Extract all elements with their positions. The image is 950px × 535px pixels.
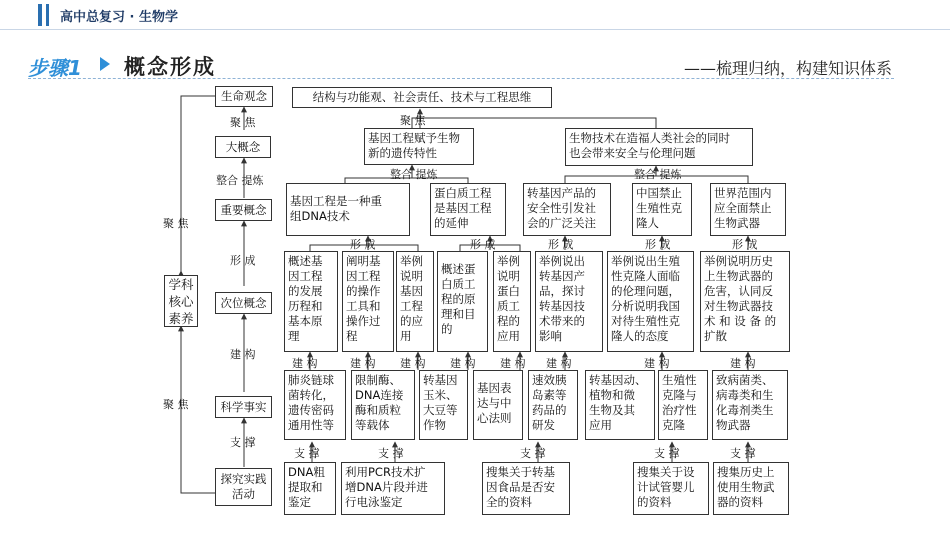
important-concept-5: 世界范围内 应全面禁止 生物武器 bbox=[710, 183, 786, 236]
label-form-1: 形 成 bbox=[350, 238, 376, 251]
label-construct-6: 建 构 bbox=[546, 357, 572, 370]
label-construct-4: 建 构 bbox=[450, 357, 476, 370]
fact-2: 限制酶、 DNA连接 酶和质粒 等载体 bbox=[351, 370, 415, 440]
label-focus-upper: 聚 焦 bbox=[163, 217, 189, 230]
label-support-4: 支 撑 bbox=[654, 447, 680, 460]
label-focus-top: 聚 焦 bbox=[400, 114, 426, 127]
label-integrate-2: 整合 提炼 bbox=[634, 168, 682, 181]
fact-3: 转基因 玉米、 大豆等 作物 bbox=[419, 370, 468, 440]
label-form-4: 形 成 bbox=[645, 238, 671, 251]
label-construct-8: 建 构 bbox=[730, 357, 756, 370]
label-support-2: 支 撑 bbox=[378, 447, 404, 460]
life-concept-content: 结构与功能观、社会责任、技术与工程思维 bbox=[292, 87, 552, 108]
big-concept-2: 生物技术在造福人类社会的同时 也会带来安全与伦理问题 bbox=[565, 128, 753, 166]
activity-1: DNA粗 提取和 鉴定 bbox=[284, 462, 336, 515]
activity-5: 搜集历史上 使用生物武 器的资料 bbox=[713, 462, 789, 515]
label-focus: 聚 焦 bbox=[230, 116, 256, 129]
secondary-concept-6: 举例说出 转基因产 品，探讨 转基因技 术带来的 影响 bbox=[535, 251, 603, 352]
section-title: 概念形成 bbox=[124, 55, 216, 79]
fact-7: 生殖性 克隆与 治疗性 克隆 bbox=[658, 370, 708, 440]
fact-4: 基因表 达与中 心法则 bbox=[473, 370, 523, 440]
big-concept-1: 基因工程赋予生物 新的遗传特性 bbox=[364, 128, 474, 165]
important-concept-2: 蛋白质工程 是基因工程 的延伸 bbox=[430, 183, 506, 236]
level-life-concept: 生命观念 bbox=[215, 86, 273, 107]
core-literacy: 学科 核心 素养 bbox=[164, 275, 198, 327]
header-title: 高中总复习 · 生物学 bbox=[60, 10, 178, 25]
label-construct-7: 建 构 bbox=[644, 357, 670, 370]
label-integrate: 整合 提炼 bbox=[216, 174, 264, 187]
label-support-3: 支 撑 bbox=[520, 447, 546, 460]
fact-5: 速效胰 岛素等 药品的 研发 bbox=[528, 370, 578, 440]
label-construct-5: 建 构 bbox=[500, 357, 526, 370]
label-focus-lower: 聚 焦 bbox=[163, 398, 189, 411]
fact-6: 转基因动、 植物和微 生物及其 应用 bbox=[585, 370, 655, 440]
label-construct-1: 建 构 bbox=[292, 357, 318, 370]
secondary-concept-5: 举例 说明 蛋白 质工 程的 应用 bbox=[493, 251, 531, 352]
label-form-5: 形 成 bbox=[732, 238, 758, 251]
important-concept-3: 转基因产品的 安全性引发社 会的广泛关注 bbox=[523, 183, 611, 236]
fact-1: 肺炎链球 菌转化， 遗传密码 通用性等 bbox=[284, 370, 346, 440]
label-construct: 建 构 bbox=[230, 348, 256, 361]
secondary-concept-4: 概述蛋 白质工 程的原 理和目 的 bbox=[437, 251, 488, 352]
label-form-2: 形 成 bbox=[470, 238, 496, 251]
label-integrate-1: 整合 提炼 bbox=[390, 168, 438, 181]
level-science-fact: 科学事实 bbox=[215, 396, 272, 418]
section-subtitle: ——梳理归纳，构建知识体系 bbox=[683, 59, 892, 78]
label-construct-2: 建 构 bbox=[350, 357, 376, 370]
label-construct-3: 建 构 bbox=[400, 357, 426, 370]
label-support: 支 撑 bbox=[230, 436, 256, 449]
level-important-concept: 重要概念 bbox=[215, 199, 272, 221]
label-form-3: 形 成 bbox=[548, 238, 574, 251]
label-form: 形 成 bbox=[230, 254, 256, 267]
level-secondary-concept: 次位概念 bbox=[215, 292, 272, 314]
activity-2: 利用PCR技术扩 增DNA片段并进 行电泳鉴定 bbox=[341, 462, 445, 515]
step-label: 步骤1 bbox=[28, 56, 82, 80]
secondary-concept-3: 举例 说明 基因 工程 的应 用 bbox=[396, 251, 434, 352]
important-concept-1: 基因工程是一种重 组DNA技术 bbox=[286, 183, 410, 236]
level-inquiry-activity: 探究实践 活动 bbox=[215, 468, 272, 506]
fact-8: 致病菌类、 病毒类和生 化毒剂类生 物武器 bbox=[712, 370, 788, 440]
important-concept-4: 中国禁止 生殖性克 隆人 bbox=[632, 183, 692, 236]
secondary-concept-7: 举例说出生殖 性克隆人面临 的伦理问题， 分析说明我国 对待生殖性克 隆人的态度 bbox=[607, 251, 694, 352]
secondary-concept-8: 举例说明历史 上生物武器的 危害，认同反 对生物武器技 术 和 设 备 的 扩散 bbox=[700, 251, 790, 352]
secondary-concept-1: 概述基 因工程 的发展 历程和 基本原 理 bbox=[284, 251, 338, 352]
activity-3: 搜集关于转基 因食品是否安 全的资料 bbox=[482, 462, 570, 515]
level-big-concept: 大概念 bbox=[215, 136, 271, 158]
secondary-concept-2: 阐明基 因工程 的操作 工具和 操作过 程 bbox=[342, 251, 394, 352]
activity-4: 搜集关于设 计试管婴儿 的资料 bbox=[633, 462, 709, 515]
label-support-5: 支 撑 bbox=[730, 447, 756, 460]
label-support-1: 支 撑 bbox=[294, 447, 320, 460]
